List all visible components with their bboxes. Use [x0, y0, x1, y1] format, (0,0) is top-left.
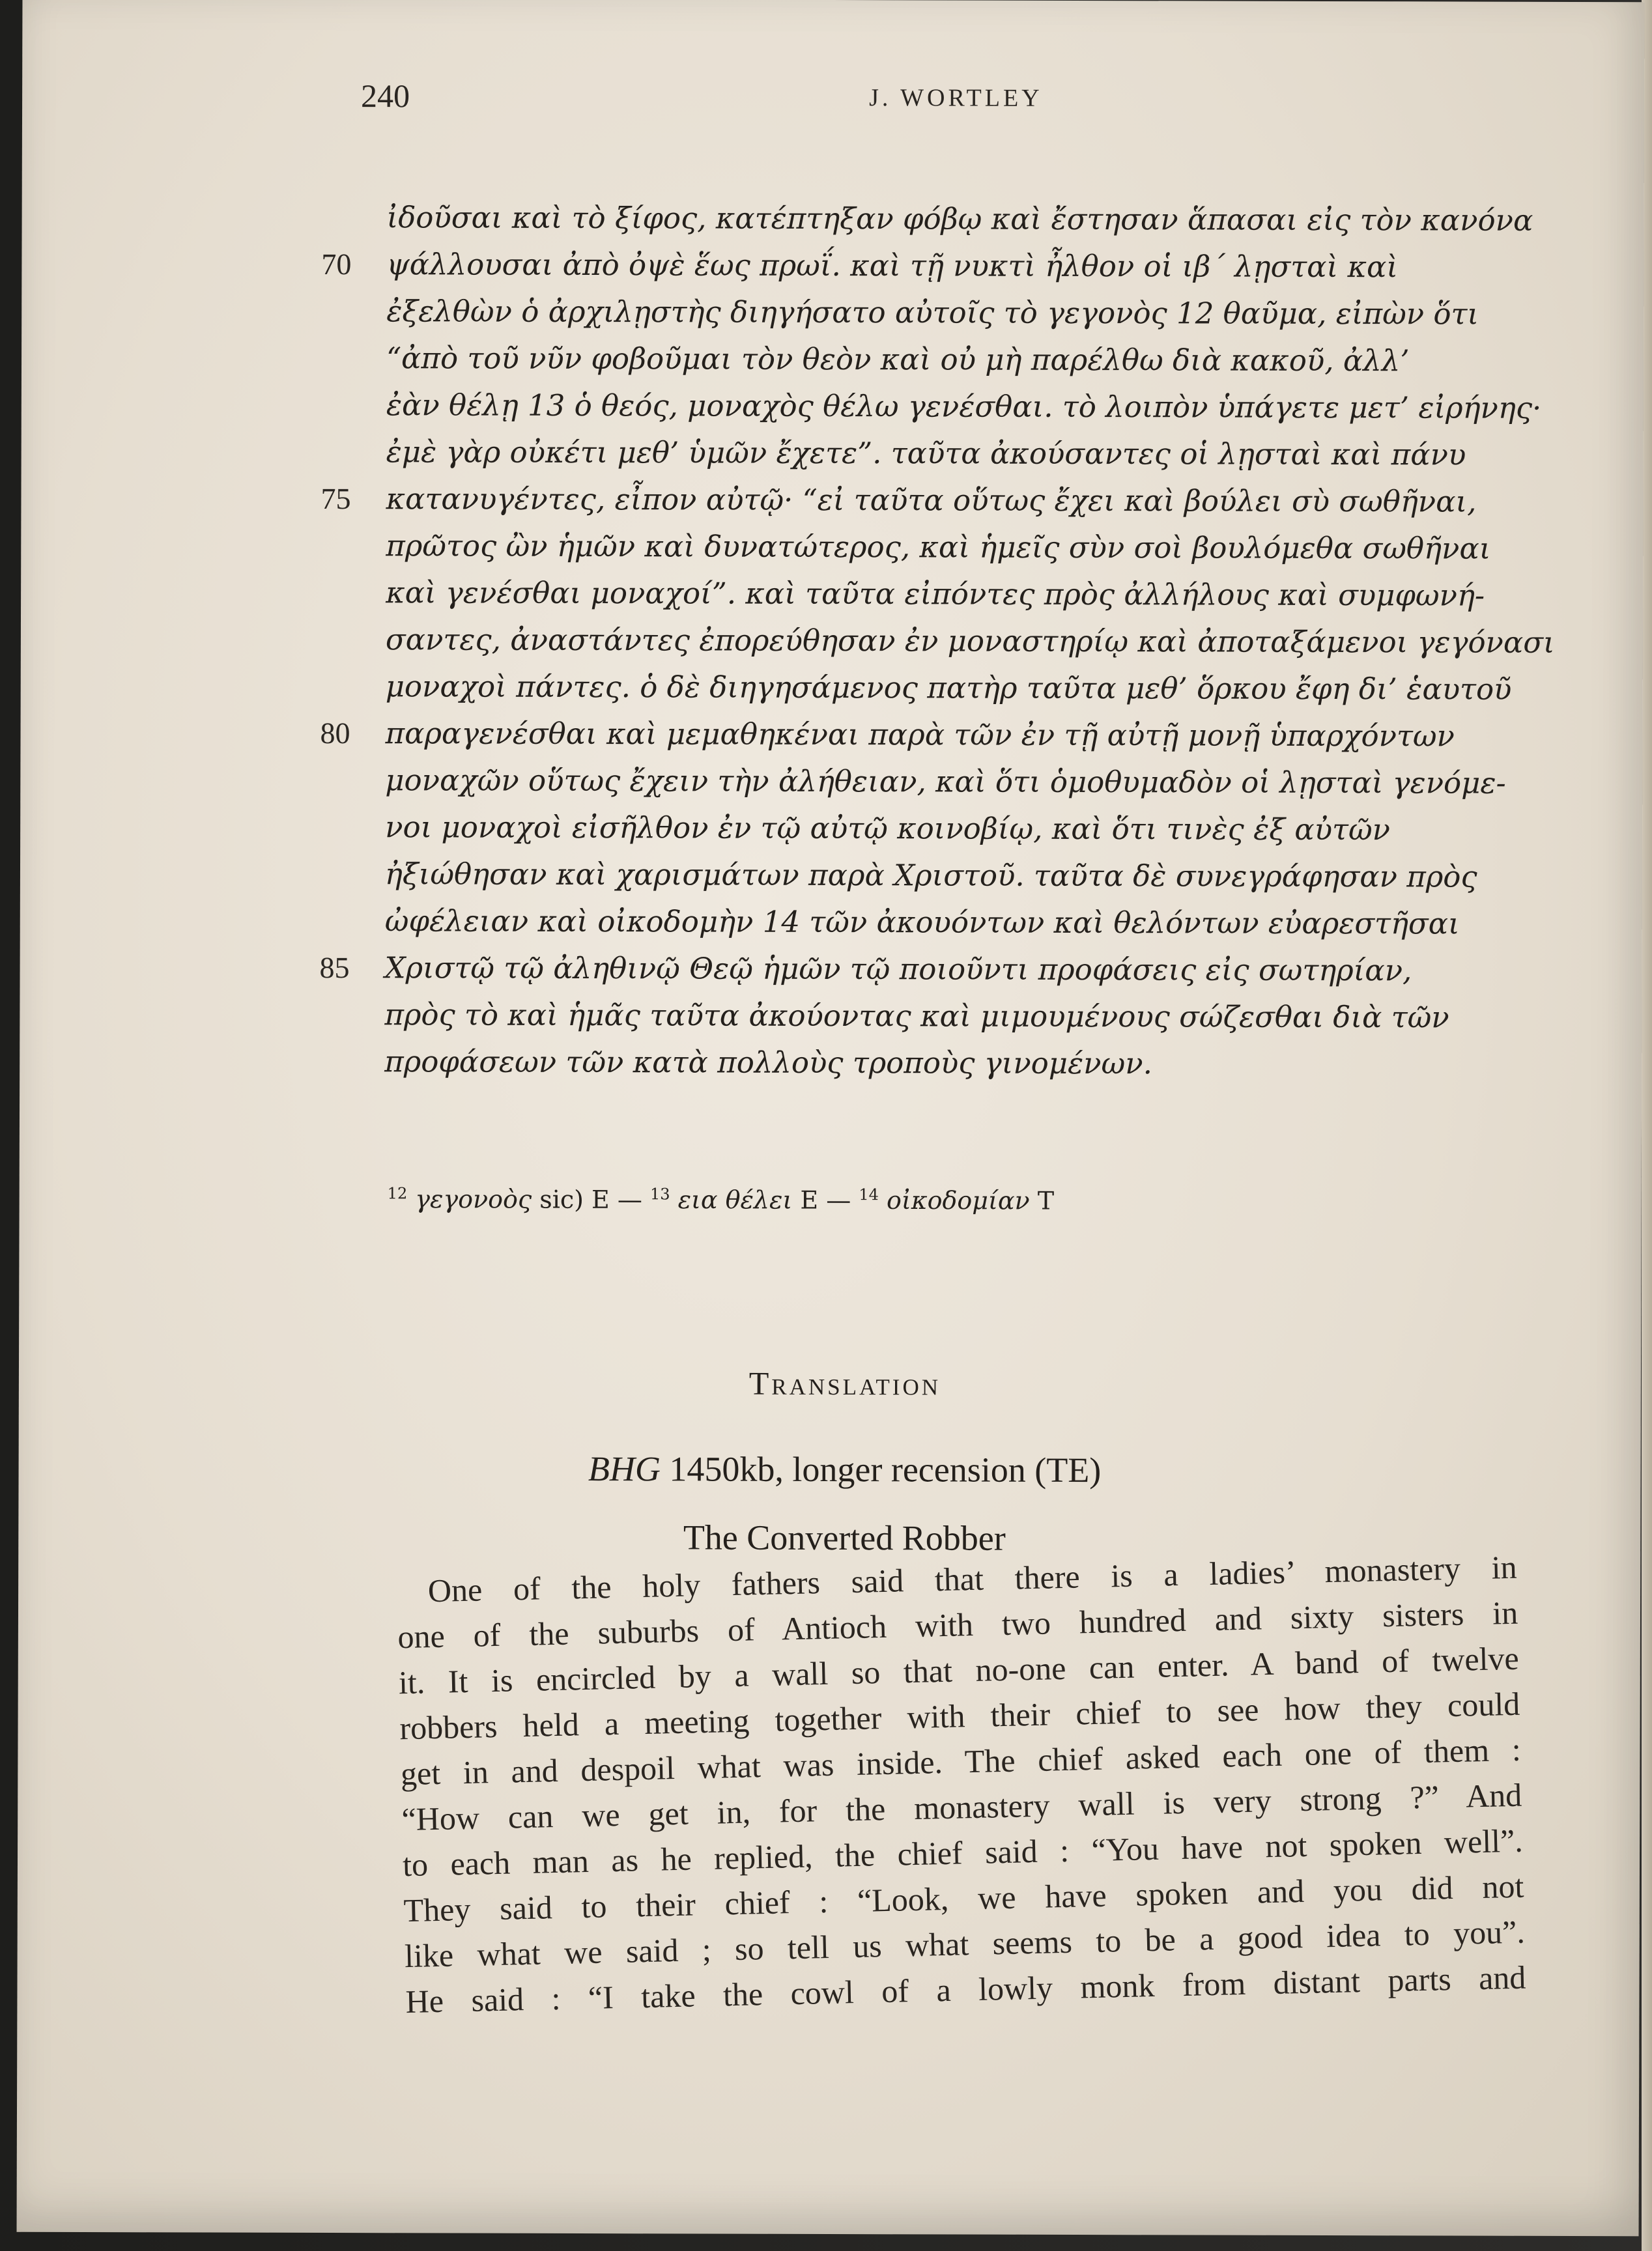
greek-line-text: κατανυγέντες, εἶπον αὐτῷ· “εἰ ταῦτα οὕτως ἔχει καὶ βούλει σὺ σωθῆναι, — [386, 481, 1477, 519]
translation-line: one of the suburbs of Antioch with two hundred and sixty sisters in — [397, 1594, 1518, 1656]
greek-line — [384, 991, 1557, 1041]
greek-line-text: ὠφέλειαν καὶ οἰκοδομὴν 14 τῶν ἀκουόντων καὶ θελόντων εὐαρεστῆσαι — [384, 903, 1460, 941]
footnote-variant: γεγονοὸς — [415, 1184, 532, 1214]
translation-line: to each man as he replied, the chief said : “You have not spoken well”. — [402, 1822, 1524, 1884]
greek-line — [386, 569, 1558, 619]
greek-line-text: νοι μοναχοὶ εἰσῆλθον ἐν τῷ αὐτῷ κοινοβίῳ, καὶ ὅτι τινὲς ἐξ αὐτῶν — [385, 810, 1391, 847]
greek-line — [385, 804, 1558, 854]
greek-line — [384, 1038, 1557, 1088]
footnote-note: E — — [800, 1185, 851, 1215]
translation-line: robbers held a meeting together with their chief to see how they could — [399, 1685, 1520, 1747]
line-number: 75 — [320, 481, 351, 516]
greek-line — [385, 757, 1558, 807]
greek-line — [386, 522, 1558, 573]
greek-line-text: πρῶτος ὢν ἡμῶν καὶ δυνατώτερος, καὶ ἡμεῖς σὺν σοὶ βουλόμεθα σωθῆναι — [386, 528, 1491, 566]
greek-line-text: ἠξιώθησαν καὶ χαρισμάτων παρὰ Χριστοῦ. ταῦτα δὲ συνεγράφησαν πρὸς — [384, 857, 1477, 894]
footnote-marker: 12 — [387, 1184, 408, 1203]
greek-line-text: ψάλλουσαι ἀπὸ ὀψὲ ἕως πρωΐ. καὶ τῇ νυκτὶ ἦλθον οἱ ιβ´ λῃσταὶ καὶ — [386, 247, 1399, 285]
bhg-prefix: BHG — [588, 1449, 661, 1489]
footnote-note: sic) E — — [539, 1185, 642, 1214]
greek-line-text: προφάσεων τῶν κατὰ πολλοὺς τροποὺς γινομένων. — [384, 1044, 1152, 1081]
greek-line — [320, 710, 1558, 760]
bhg-reference — [19, 1447, 1652, 1492]
line-number: 70 — [321, 247, 352, 281]
translation-line: like what we said ; so tell us what seems to be a good idea to you”. — [404, 1913, 1526, 1975]
footnote-note: T — [1037, 1186, 1055, 1215]
translation-text — [396, 1544, 1526, 2024]
greek-line — [386, 382, 1559, 432]
greek-line — [319, 944, 1558, 995]
story-title: The Converted Robber — [683, 1518, 1006, 1558]
greek-line — [320, 475, 1558, 526]
greek-line — [386, 335, 1559, 385]
footnote-marker: 13 — [649, 1185, 670, 1204]
greek-line-text: μοναχῶν οὕτως ἔχειν τὴν ἀλήθειαν, καὶ ὅτι ὁμοθυμαδὸν οἱ λῃσταὶ γενόμε- — [385, 763, 1506, 800]
translation-line: “How can we get in, for the monastery wall is very strong ?” And — [401, 1776, 1522, 1838]
greek-line-text: ἐξελθὼν ὁ ἀρχιλῃστὴς διηγήσατο αὐτοῖς τὸ γεγονὸς 12 θαῦμα, εἰπὼν ὅτι — [386, 294, 1479, 332]
footnote-variant: οἰκοδομίαν — [886, 1185, 1030, 1215]
page-header — [361, 77, 1481, 126]
greek-text-block — [319, 194, 1559, 1088]
greek-line-text: μοναχοὶ πάντες. ὁ δὲ διηγησάμενος πατὴρ ταῦτα μεθ’ ὅρκου ἔφη δι’ ἑαυτοῦ — [385, 669, 1512, 707]
translation-line: He said : “I take the cowl of a lowly monk from distant parts and — [405, 1959, 1526, 2020]
book-page — [17, 0, 1645, 2236]
greek-line — [321, 241, 1559, 291]
running-head: J. WORTLEY — [869, 84, 1043, 112]
greek-line — [386, 288, 1559, 338]
line-number: 80 — [320, 716, 350, 750]
translation-line: One of the holy fathers said that there is a ladies’ monastery in — [427, 1548, 1518, 1609]
greek-line — [385, 851, 1558, 901]
greek-line — [387, 194, 1559, 244]
apparatus-footnotes — [388, 1184, 1560, 1216]
greek-line-text: πρὸς τὸ καὶ ἡμᾶς ταῦτα ἀκούοντας καὶ μιμουμένους σώζεσθαι διὰ τῶν — [384, 997, 1449, 1035]
line-number: 85 — [319, 950, 350, 985]
greek-line-text: καὶ γενέσθαι μοναχοί”. καὶ ταῦτα εἰπόντες πρὸς ἀλλήλους καὶ συμφωνή- — [386, 575, 1485, 613]
translation-line: it. It is encircled by a wall so that no-one can enter. A band of twelve — [398, 1639, 1520, 1701]
footnote-marker: 14 — [859, 1185, 879, 1204]
translation-line: They said to their chief : “Look, we have spoken and you did not — [403, 1867, 1524, 1929]
page-number: 240 — [361, 78, 410, 115]
greek-line — [386, 429, 1559, 479]
greek-line-text: “ἀπὸ τοῦ νῦν φοβοῦμαι τὸν θεὸν καὶ οὐ μὴ παρέλθω διὰ κακοῦ, ἀλλ’ — [386, 341, 1410, 378]
greek-line — [386, 663, 1558, 713]
translation-line: get in and despoil what was inside. The chief asked each one of them : — [400, 1731, 1522, 1792]
bhg-rest: 1450kb, longer recension (TE) — [669, 1449, 1102, 1490]
greek-line-text: ἐὰν θέλῃ 13 ὁ θεός, μοναχὸς θέλω γενέσθαι. τὸ λοιπὸν ὑπάγετε μετ’ εἰρήνης· — [386, 388, 1542, 425]
greek-line-text: ἰδοῦσαι καὶ τὸ ξίφος, κατέπτηξαν φόβῳ καὶ ἔστησαν ἅπασαι εἰς τὸν κανόνα — [386, 200, 1533, 238]
greek-line-text: ἐμὲ γὰρ οὐκέτι μεθ’ ὑμῶν ἔχετε”. ταῦτα ἀκούσαντες οἱ λῃσταὶ καὶ πάνυ — [386, 434, 1466, 472]
translation-heading: Translation — [748, 1365, 941, 1402]
greek-line — [385, 898, 1558, 948]
greek-line-text: παραγενέσθαι καὶ μεμαθηκέναι παρὰ τῶν ἐν τῇ αὐτῇ μονῇ ὑπαρχόντων — [385, 716, 1455, 754]
greek-line-text: σαντες, ἀναστάντες ἐπορεύθησαν ἐν μοναστηρίῳ καὶ ἀποταξάμενοι γεγόνασι — [385, 622, 1555, 660]
greek-line — [386, 616, 1558, 666]
greek-line-text: Χριστῷ τῷ ἀληθινῷ Θεῷ ἡμῶν τῷ ποιοῦντι προφάσεις εἰς σωτηρίαν, — [384, 950, 1412, 988]
footnote-variant: εια θέλει — [677, 1185, 793, 1215]
